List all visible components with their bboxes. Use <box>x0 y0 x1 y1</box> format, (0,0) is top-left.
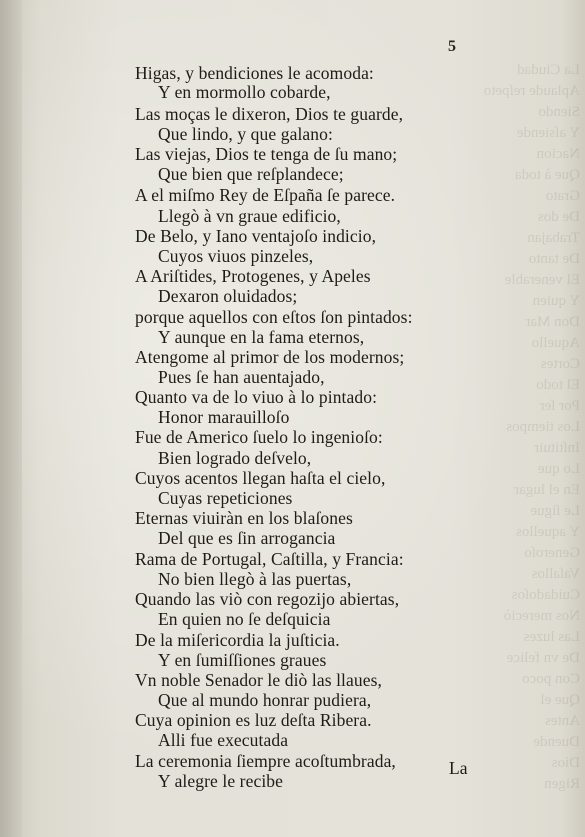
poem-line: Las moças le dixeron, Dios te guarde, <box>135 104 404 124</box>
poem-line: Higas, y bendiciones le acomoda: <box>135 63 374 83</box>
poem-line: Quando las viò con regozijo abiertas, <box>135 589 400 609</box>
poem-line: Del que es ſin arrogancia <box>158 528 336 548</box>
poem-line: Pues ſe han auentajado, <box>158 367 325 387</box>
page-number: 5 <box>448 38 456 55</box>
show-through-text: La Ciudad Aplaude reſpeto Siendo Y aſsiende Nacion Que à toda Grato De dos Trabajan De tanto El venerable Y quien Don Mar Aquello Cortes El todo Por ſer Los tiempos Inſtituir Lo que En el lugar Le ſigue Y aquellos Generoſo Vaſallos Cuidadoſos Nos mereciò Las luzes De vn felice Con poco Que el Antes Duende Dios Rigen <box>483 62 580 792</box>
poem-line: En quien no ſe deſquicia <box>158 609 331 629</box>
poem-line: Cuyos acentos llegan haſta el cielo, <box>135 468 386 488</box>
poem-line: Quanto va de lo viuo à lo pintado: <box>135 387 378 407</box>
poem-line: Cuya opinion es luz deſta Ribera. <box>135 710 372 730</box>
poem-line: Y aunque en la fama eternos, <box>158 327 365 347</box>
poem-line: A el miſmo Rey de Eſpaña ſe parece. <box>135 185 396 205</box>
poem-line: Llegò à vn graue edificio, <box>158 206 341 226</box>
poem-line: Y alegre le recibe <box>158 771 284 791</box>
poem-line: Atengome al primor de los modernos; <box>135 347 405 367</box>
poem-line: De la miſericordia la juſticia. <box>135 630 340 650</box>
poem-line: Dexaron oluidados; <box>158 286 298 306</box>
poem-line: Honor marauilloſo <box>158 407 290 427</box>
catchword: La <box>449 758 468 778</box>
poem-line: De Belo, y Iano ventajoſo indicio, <box>135 226 377 246</box>
poem-line: Que lindo, y que galano: <box>158 124 333 144</box>
poem-line: Alli fue executada <box>158 730 289 750</box>
poem-line: Que bien que reſplandece; <box>158 164 344 184</box>
poem-line: A Ariſtides, Protogenes, y Apeles <box>135 266 371 286</box>
poem-line: Rama de Portugal, Caſtilla, y Francia: <box>135 549 404 569</box>
poem-line: Fue de Americo ſuelo lo ingenioſo: <box>135 427 383 447</box>
poem-line: Cuyas repeticiones <box>158 488 293 508</box>
page-gutter-shadow <box>0 0 22 837</box>
poem-line: Cuyos viuos pinzeles, <box>158 246 314 266</box>
poem-line: Bien logrado deſvelo, <box>158 448 312 468</box>
poem-line: Las viejas, Dios te tenga de ſu mano; <box>135 144 398 164</box>
poem-line: Y en mormollo cobarde, <box>158 82 331 102</box>
poem-line: Vn noble Senador le diò las llaues, <box>135 670 382 690</box>
poem-line: Y en ſumiſſiones graues <box>158 650 327 670</box>
poem-line: La ceremonia ſiempre acoſtumbrada, <box>135 751 396 771</box>
poem-line: porque aquellos con eſtos ſon pintados: <box>135 307 413 327</box>
poem-line: No bien llegò à las puertas, <box>158 569 352 589</box>
poem-line: Que al mundo honrar pudiera, <box>158 690 372 710</box>
poem-line: Eternas viuiràn en los blaſones <box>135 508 353 528</box>
